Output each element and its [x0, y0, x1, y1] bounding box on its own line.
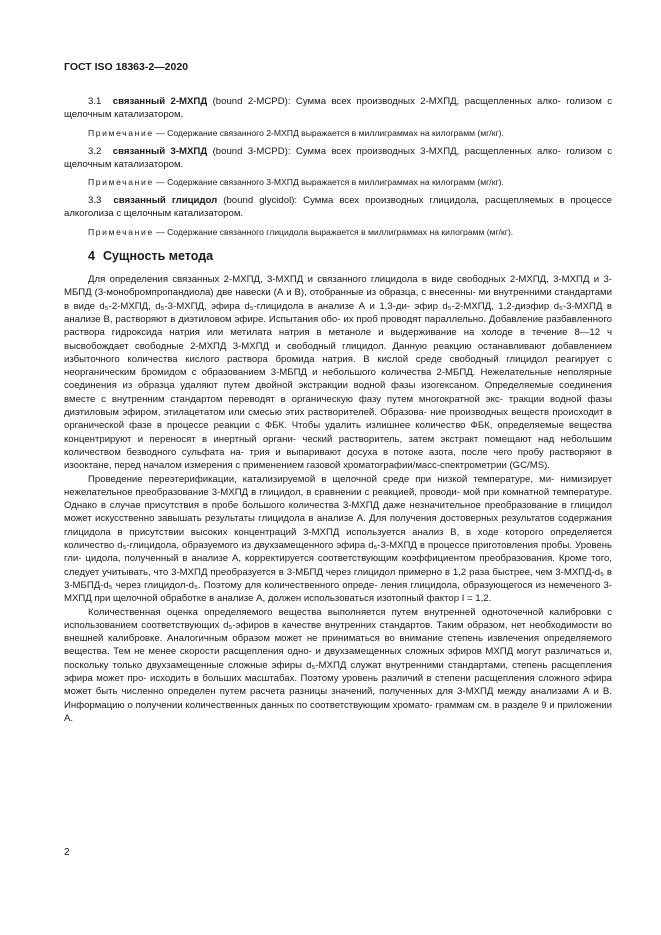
definition-3-1	[64, 95, 612, 122]
section-heading	[88, 250, 612, 263]
note-3-2	[64, 176, 612, 188]
note-text: — Содержание связанного 2-МХПД выражается в миллиграммах на килограмм (мг/кг).	[156, 127, 504, 138]
note-3-3	[64, 226, 612, 238]
definition-english-term: (bound glycidol):	[223, 195, 298, 207]
definition-term: связанный 3-МХПД	[112, 145, 208, 157]
definition-3-2	[64, 145, 612, 172]
definition-3-3	[64, 194, 612, 221]
note-text: — Содержание связанного 3-МХПД выражается в миллиграммах на килограмм (мг/кг).	[156, 177, 504, 188]
body-paragraph-3: Количественная оценка определяемого вещества выполняется путем внутренней одноточечной калибровки с использованием соответствующих d₅-эфиров в качестве внутренних стандартов. Таким образом, нет необходимости во внешней калибровке. Аналогичным образом может не приниматься во внимание степень извлечения определяемого вещества. Тем не менее скорости расщепления одно- и двухзамещенных сложных эфиров МХПД могут различаться и, поскольку только двухзамещенные сложные эфиры d₅-МХПД служат внутренними стандартами, степень расщепления эфира может про- исходить в больших масштабах. Поэтому уровень различий в степени расщепления сложного эфира может быть численно определен путем расчета разницы значений, полученных для 3-МХПД между анализами А и В. Информацию о получении количественных данных по соответствующим хромато- граммам см. в разделе 9 и приложении А.	[64, 606, 612, 724]
note-label: Примечание	[88, 226, 154, 237]
definition-text: Сумма всех производных 2-МХПД, расщепленных алко- голизом с щелочным катализатором.	[64, 96, 613, 121]
definition-text: Сумма всех производных глицидола, расщепляемых в процессе алкоголиза с щелочным катализатором.	[64, 195, 612, 220]
body-paragraph-1: Для определения связанных 2-МХПД, 3-МХПД и связанного глицидола в виде свободных 2-МХПД, 3-МХПД и 3-МБПД (3-монобромпропандиола) две навески (А и В), отобранные из образца, с внесенны- ми внутренними стандартами в виде d₅-2-МХПД, d₅-3-МХПД, эфира d₅-глицидола в анализе А и 1,3-ди- эфир d₅-2-МХПД, 1,2-диэфир d₅-3-МХПД в анализе В, растворяют в диэтиловом эфире. Испытания обо- их проб проводят параллельно. Добавление разбавленного раствора гидроксида натрия или метилата натрия в метаноле и выдерживание на холоде в течение 8—12 ч высвобождает свободные 2-МХПД 3-МХПД и свободный глицидол. Данную реакцию останавливают добавлением избыточного количества кислого раствора бромида натрия. В кислой среде свободный глицидол реагирует с неорганическим бромидом с образованием 3-МБПД и небольшого количества 2-МБПД. Нежелательные неполярные соединения из образца удаляют путем двойной экстракции водной фазы изогексаном. Определяемые соединения вместе с внутренним стандартом переводят в органическую фазу путем многократной экс- тракции водной фазы диэтиловым эфиром, этилацетатом или смесью этих растворителей. Образова- ние производных веществ происходит в органической фазе в процессе реакции с ФБК. Чтобы удалить излишнее количество ФБК, определяемые вещества концентрируют и переносят в инертный органи- ческий растворитель, затем экстракт помещают над небольшим количеством безводного сульфата на- трия и выпаривают досуха в потоке азота, после чего пробу растворяют в изооктане, перед началом измерения с применением газовой хроматографии/масс-спектрометрии (GC/MS).	[64, 274, 612, 472]
definition-english-term: (bound 3-MCPD):	[212, 145, 291, 157]
note-label: Примечание	[88, 177, 154, 188]
document-header: ГОСТ ISO 18363-2—2020	[64, 61, 189, 73]
definition-number: 3.1	[88, 96, 102, 107]
definition-text: Сумма всех производных 3-МХПД, расщепленных алко- голизом с щелочным катализатором.	[64, 145, 613, 170]
page-number: 2	[64, 847, 70, 858]
note-label: Примечание	[88, 127, 154, 138]
body-paragraph-2: Проведение переэтерификации, катализируемой в щелочной среде при низкой температуре, ми- нимизирует нежелательное преобразование 3-МХПД в глицидол, в сравнении с реакцией, проводи- мой при комнатной температуре. Однако в случае присутствия в пробе большого количества 3-МХПД даже незначительное преобразование в глицидол может искусственно завышать результаты глицидола в анализе А. Для получения достоверных результатов содержания глицидола в присутствии высоких концентраций 3-МХПД используется анализ В, в ходе которого определяется количество d₅-глицидола, образуемого из двухзамещенного эфира d₅-3-МХПД в процессе приготовления пробы. Уровень гли- цидола, полученный в анализе А, корректируется соответствующим коэффициентом преобразования. Кроме того, следует учитывать, что 3-МХПД преобразуется в 3-МБПД через глицидол примерно в 1,2 раза быстрее, чем 3-МХПД-d₅ в 3-МБПД-d₅ через глицидол-d₅. Поэтому для количественного опреде- ления глицидола, образующегося из немеченого 3-МХПД при щелочной обработке в анализе А, должен использоваться изотопный фактор I = 1,2.	[64, 473, 612, 605]
definition-english-term: (bound 2-MCPD):	[212, 96, 291, 107]
note-3-1	[64, 127, 612, 139]
page-body	[64, 95, 612, 725]
definition-number: 3.3	[88, 195, 102, 207]
definition-number: 3.2	[88, 145, 102, 157]
definition-term: связанный 2-МХПД	[112, 96, 208, 107]
section-number: 4	[88, 248, 95, 263]
definition-term: связанный глицидол	[113, 195, 218, 207]
note-text: — Содержание связанного глицидола выражается в миллиграммах на килограмм (мг/кг).	[156, 226, 514, 237]
section-title: Сущность метода	[102, 248, 214, 263]
